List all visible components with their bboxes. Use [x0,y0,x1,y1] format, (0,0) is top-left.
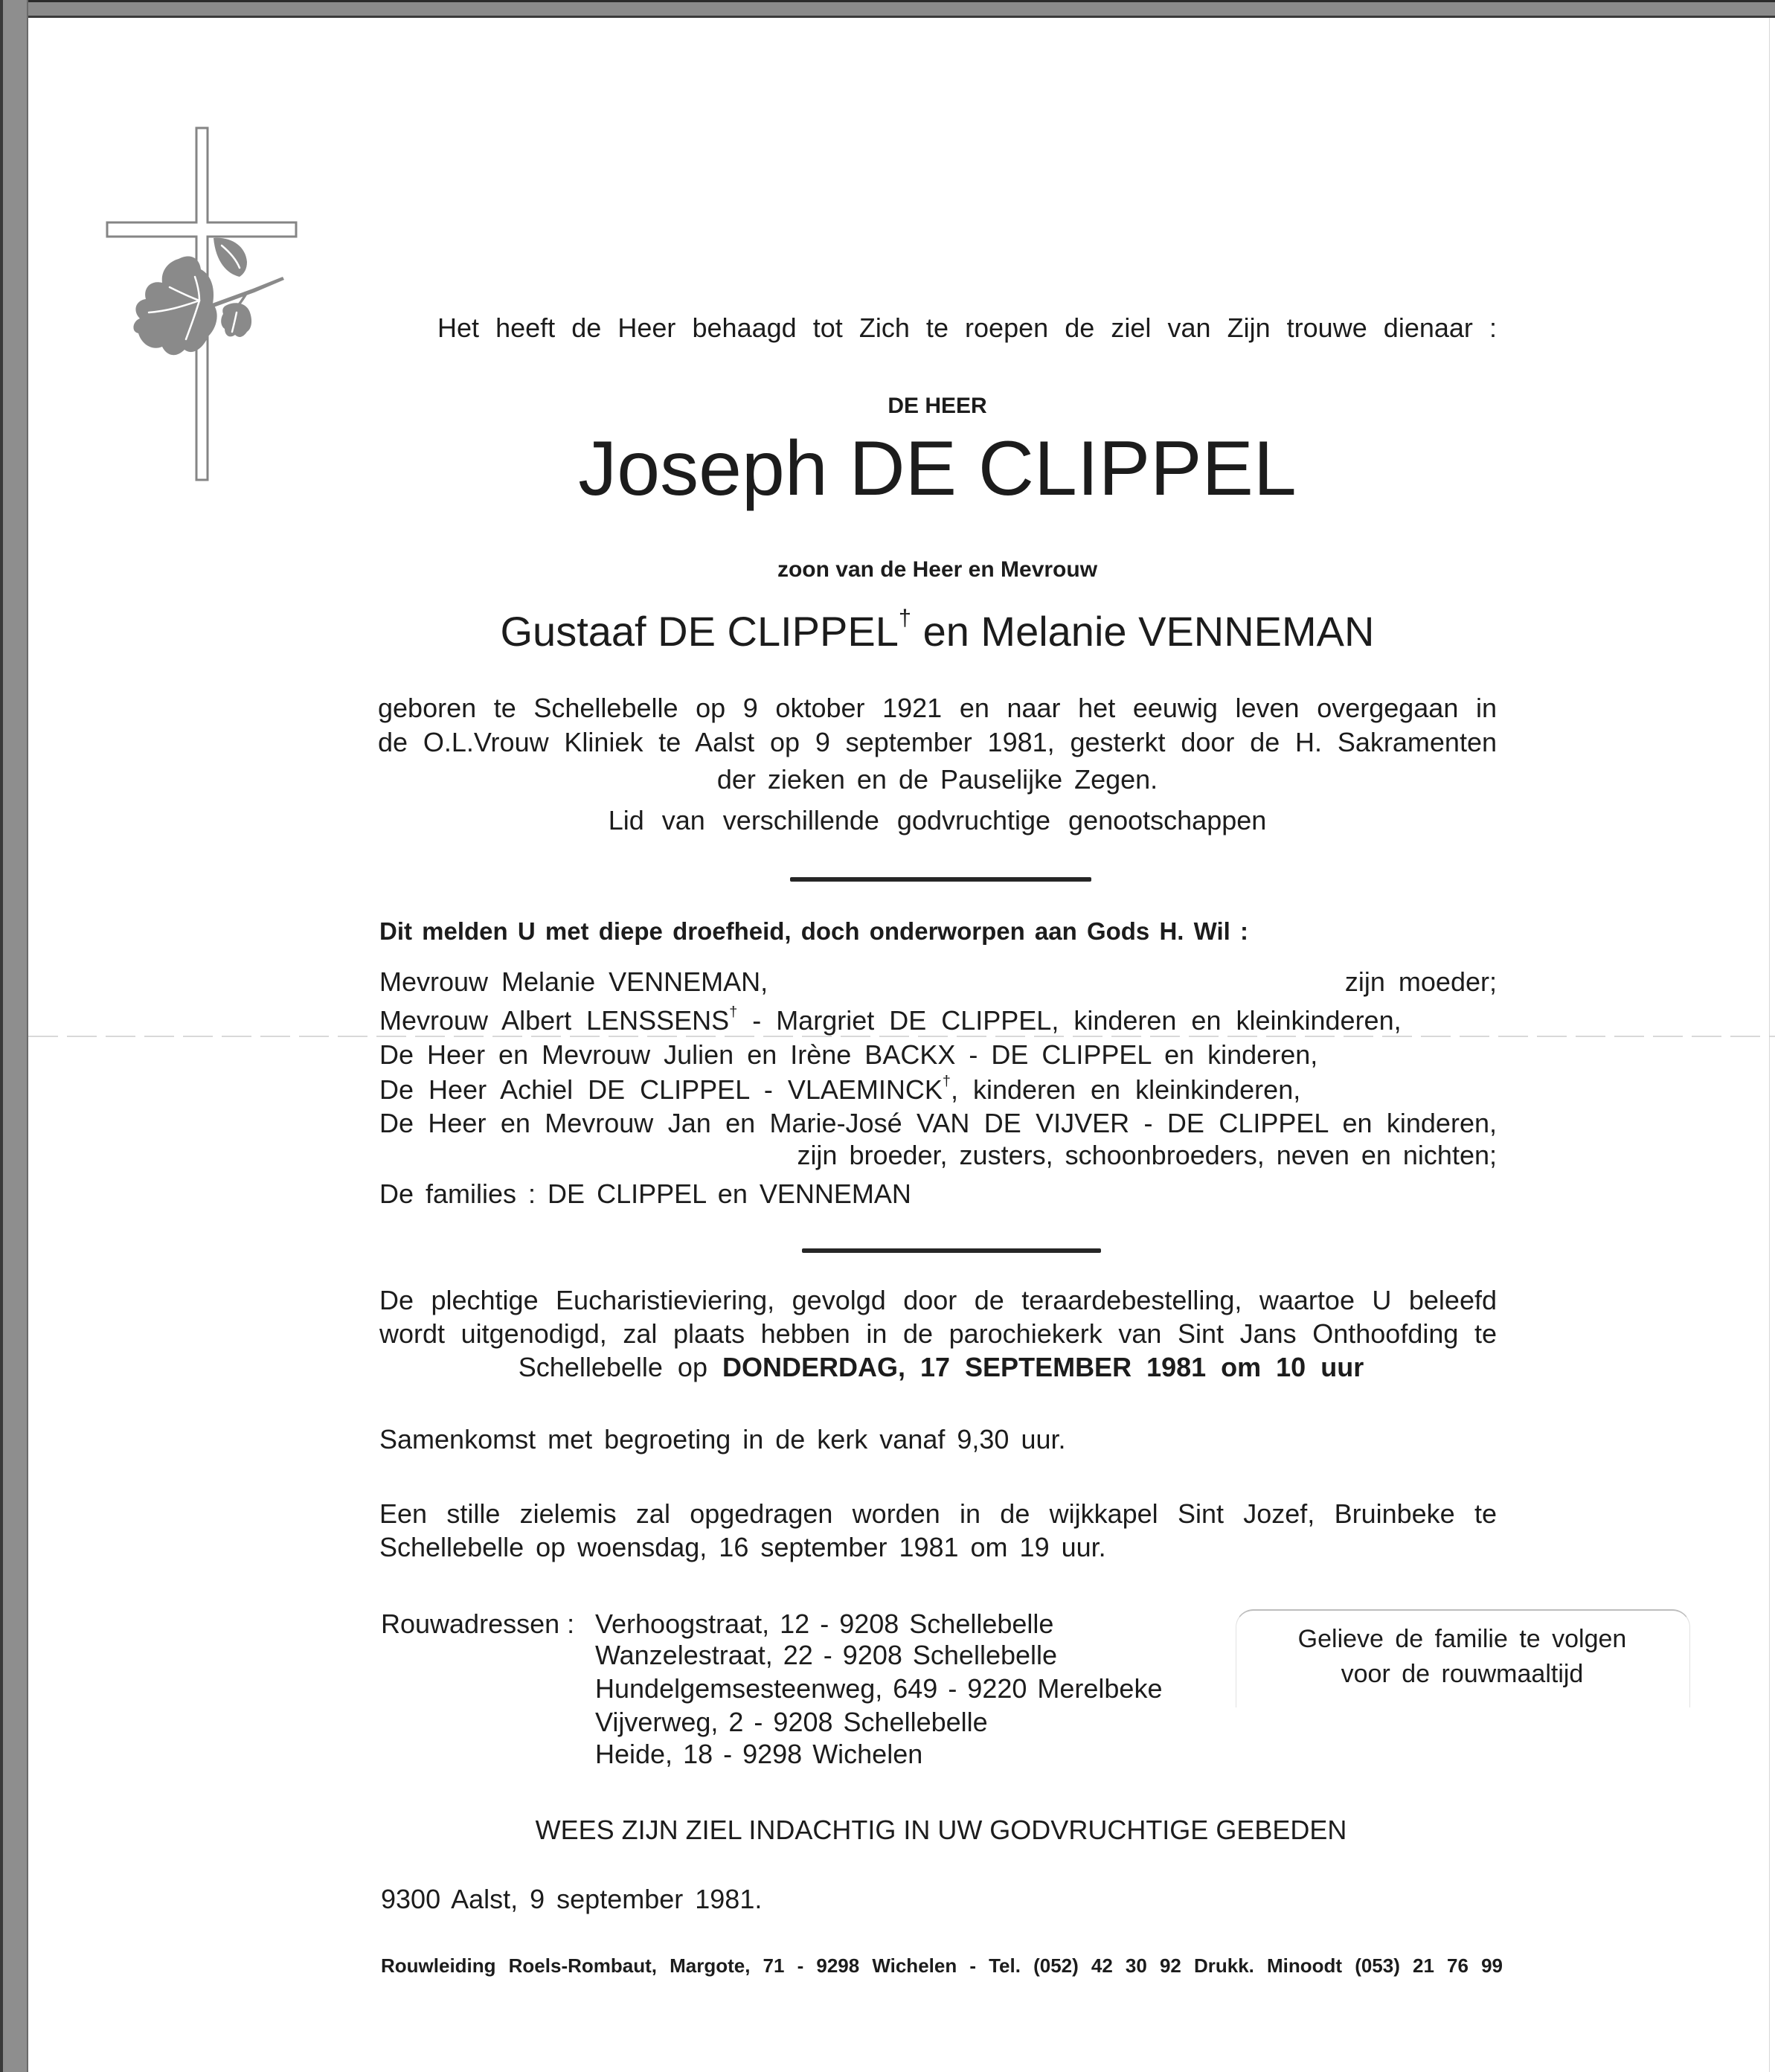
deceased-name: Joseph DE CLIPPEL [578,426,1297,512]
family-member: De Heer Achiel DE CLIPPEL - VLAEMINCK [379,1074,943,1105]
meal-card-line: Gelieve de familie te volgen [1297,1625,1627,1653]
mass-line: Schellebelle op woensdag, 16 september 1981 om 19 uur. [379,1532,1106,1562]
deceased-mark: † [898,604,912,631]
address-item: Verhoogstraat, 12 - 9208 Schellebelle [595,1608,1054,1639]
deceased-mark: † [729,1004,738,1021]
mother-role: zijn moeder; [1344,966,1497,997]
family-member-relation: , kinderen en kleinkinderen, [950,1074,1301,1105]
printer-credit: Rouwleiding Roels-Rombaut, Margote, 71 - 9298 Wichelen - Tel. (052) 42 30 92 Drukk. Minoodt (053) 21 76 99 [381,1954,1503,1977]
bio-line: geboren te Schellebelle op 9 oktober 1921 en naar het eeuwig leven overgegaan in [378,693,1497,723]
siblings-role: zijn broeder, zusters, schoonbroeders, neven en nichten; [797,1140,1497,1170]
funeral-line: De plechtige Eucharistieviering, gevolgd door de teraardebestelling, waartoe U beleefd [379,1285,1497,1315]
announcement: Dit melden U met diepe droefheid, doch onderworpen aan Gods H. Wil : [379,917,1248,945]
family-member-relation: - Margriet DE CLIPPEL, kinderen en kleinkinderen, [737,1005,1402,1036]
prayer-line: WEES ZIJN ZIEL INDACHTIG IN UW GODVRUCHTIGE GEBEDEN [535,1815,1347,1845]
bio-line: de O.L.Vrouw Kliniek te Aalst op 9 september 1981, gesterkt door de H. Sakramenten [378,727,1497,757]
bio-line: Lid van verschillende godvruchtige genootschappen [608,805,1267,835]
addresses-label: Rouwadressen : [381,1608,575,1639]
bio-line: der zieken en de Pauselijke Zegen. [716,764,1158,795]
families-line: De families : DE CLIPPEL en VENNEMAN [379,1178,911,1209]
deceased-mark: † [942,1073,951,1090]
funeral-place: Schellebelle op [518,1352,707,1382]
family-line-mother [379,963,1497,1001]
scan-left-border [0,0,28,2072]
address-item: Heide, 18 - 9298 Wichelen [595,1739,923,1769]
separator-rule [790,877,1091,882]
meal-card-line: voor de rouwmaaltijd [1341,1660,1584,1688]
intro-text: Het heeft de Heer behaagd tot Zich te roepen de ziel van Zijn trouwe dienaar : [437,312,1497,343]
funeral-line: wordt uitgenodigd, zal plaats hebben in de parochiekerk van Sint Jans Onthoofding te [379,1318,1497,1349]
family-line: De Heer en Mevrouw Julien en Irène BACKX - DE CLIPPEL en kinderen, [379,1039,1318,1070]
father-name: Gustaaf DE CLIPPEL [500,608,899,655]
cross-with-ivy-icon [97,119,312,491]
family-member: Mevrouw Albert LENSSENS [379,1005,730,1036]
address-item: Wanzelestraat, 22 - 9208 Schellebelle [595,1640,1058,1670]
parents-intro: zoon van de Heer en Mevrouw [777,557,1098,582]
mother-name: en Melanie VENNEMAN [922,608,1375,655]
funeral-line [446,1348,1436,1387]
family-line [379,1001,1497,1040]
title-prefix: DE HEER [888,394,987,418]
funeral-date: DONDERDAG, 17 SEPTEMBER 1981 om 10 uur [722,1352,1364,1382]
mother-entry: Mevrouw Melanie VENNEMAN, [379,966,768,997]
mass-line: Een stille zielemis zal opgedragen worden in de wijkkapel Sint Jozef, Bruinbeke te [379,1498,1497,1529]
address-item: Hundelgemsesteenweg, 649 - 9220 Merelbeke [595,1673,1163,1704]
address-item: Vijverweg, 2 - 9208 Schellebelle [595,1707,988,1737]
separator-rule [802,1248,1101,1253]
place-date: 9300 Aalst, 9 september 1981. [381,1884,763,1914]
scan-top-border [0,0,1775,18]
gathering-line: Samenkomst met begroeting in de kerk vanaf 9,30 uur. [379,1424,1066,1454]
parents-names [417,606,1458,657]
page-right-edge [1769,18,1770,2072]
family-line: De Heer en Mevrouw Jan en Marie-José VAN DE VIJVER - DE CLIPPEL en kinderen, [379,1108,1497,1138]
